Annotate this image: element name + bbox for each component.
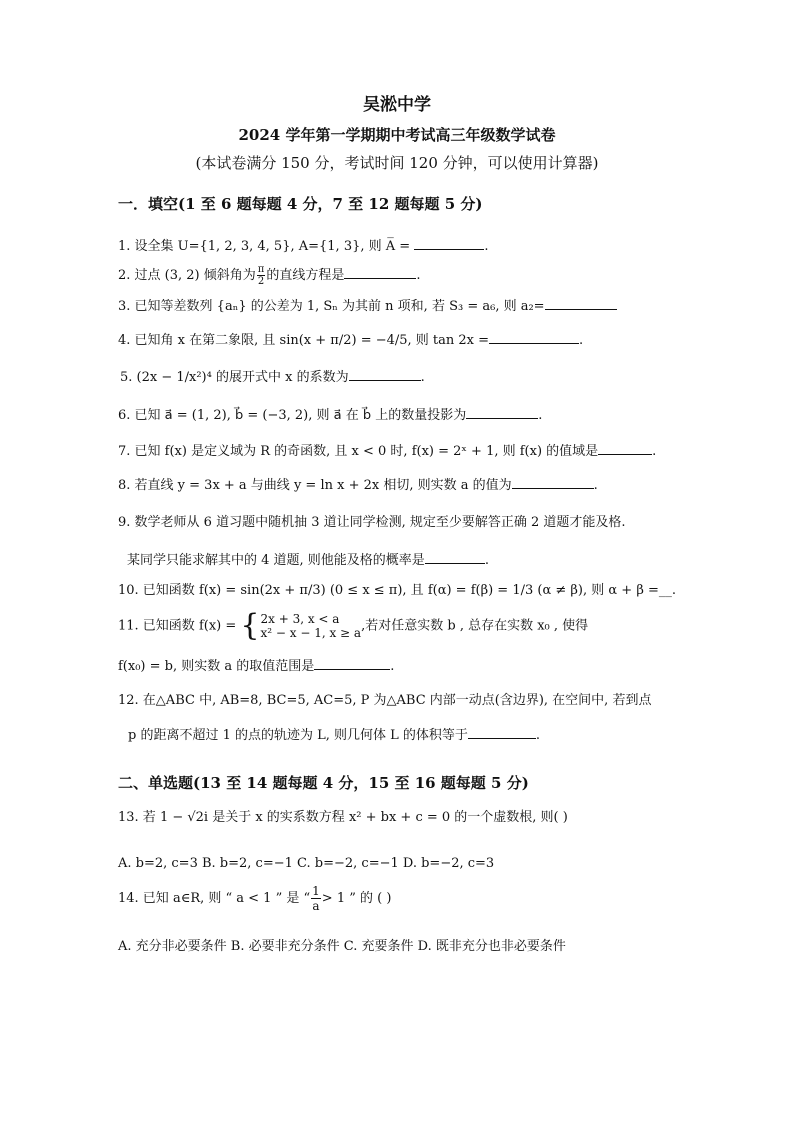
fraction: $\frac{\pi}{2}$	[257, 264, 265, 287]
question-13: 13. 若 1 − √2i 是关于 x 的实系数方程 x² + bx + c = 0 的一个虚数根, 则( )	[118, 810, 568, 825]
question-6-text: 6. 已知 a⃗ = (1, 2), b⃗ = (−3, 2), 则 a⃗ 在 b⃗ 上的数量投影为	[118, 408, 467, 423]
answer-blank	[314, 655, 390, 670]
question-3-text: 3. 已知等差数列 {aₙ} 的公差为 1, Sₙ 为其前 n 项和, 若 S₃ = a₆, 则 a₂=	[118, 299, 545, 314]
question-7: 7. 已知 f(x) 是定义域为 R 的奇函数, 且 x < 0 时, f(x) = 2ˣ + 1, 则 f(x) 的值域是 .	[118, 440, 656, 461]
question-2-post: 的直线方程是	[266, 268, 345, 283]
question-12-line-1: 12. 在△ABC 中, AB=8, BC=5, AC=5, P 为△ABC 内部一动点(含边界), 在空间中, 若到点	[118, 693, 652, 708]
exam-note: (本试卷满分 150 分，考试时间 120 分钟，可以使用计算器)	[195, 154, 599, 172]
answer-blank	[468, 724, 536, 739]
question-2: 2. 过点 (3, 2) 倾斜角为 $\frac{\pi}{2}$ 的直线方程是 .	[118, 264, 421, 287]
question-14-pre: 14. 已知 a∈R, 则 “ a < 1 ” 是 “	[118, 891, 311, 906]
answer-blank	[545, 295, 617, 310]
answer-blank	[489, 329, 579, 344]
question-10: 10. 已知函数 f(x) = sin(2x + π/3) (0 ≤ x ≤ π), 且 f(α) = f(β) = 1/3 (α ≠ β), 则 α + β =__.	[118, 583, 676, 598]
question-11-line-2: f(x₀) = b, 则实数 a 的取值范围是 .	[118, 655, 394, 676]
question-4: 4. 已知角 x 在第二象限, 且 sin(x + π/2) = −4/5, 则 tan 2x = .	[118, 329, 583, 350]
question-7-text: 7. 已知 f(x) 是定义域为 R 的奇函数, 且 x < 0 时, f(x) = 2ˣ + 1, 则 f(x) 的值域是	[118, 444, 599, 459]
question-12-line-2: p 的距离不超过 1 的点的轨迹为 L, 则几何体 L 的体积等于 .	[128, 724, 540, 745]
question-13-options: A. b=2, c=3 B. b=2, c=−1 C. b=−2, c=−1 D. b=−2, c=3	[118, 856, 495, 871]
question-5: 5. (2x − 1/x²)⁴ 的展开式中 x 的系数为 .	[120, 366, 425, 387]
question-9-line-2: 某同学只能求解其中的 4 道题, 则他能及格的概率是 .	[127, 549, 489, 570]
answer-blank	[466, 404, 538, 419]
fraction: $\frac{1}{a}$	[312, 884, 320, 913]
question-6: 6. 已知 a⃗ = (1, 2), b⃗ = (−3, 2), 则 a⃗ 在 b⃗ 上的数量投影为 .	[118, 404, 542, 425]
question-14-options: A. 充分非必要条件 B. 必要非充分条件 C. 充要条件 D. 既非充分也非必要条件	[118, 939, 566, 954]
answer-blank	[414, 235, 484, 250]
question-11-pre: 11. 已知函数 f(x) =	[118, 618, 237, 634]
question-5-text: 5. (2x − 1/x²)⁴ 的展开式中 x 的系数为	[120, 370, 349, 385]
question-14	[118, 884, 391, 913]
question-11-post: ,若对任意实数 b , 总存在实数 x₀ , 使得	[361, 618, 589, 634]
question-8: 8. 若直线 y = 3x + a 与曲线 y = ln x + 2x 相切, 则实数 a 的值为 .	[118, 474, 598, 495]
question-14-post: > 1 ” 的 ( )	[321, 891, 392, 906]
case-1: 2x + 3, x < a	[260, 612, 340, 626]
answer-blank	[349, 366, 421, 381]
question-1: 1. 设全集 U={1, 2, 3, 4, 5}, A={1, 3}, 则 A̅ = .	[118, 235, 488, 256]
answer-blank	[512, 474, 594, 489]
question-11-text: f(x₀) = b, 则实数 a 的取值范围是	[118, 659, 315, 674]
answer-blank	[425, 549, 485, 564]
question-2-pre: 2. 过点 (3, 2) 倾斜角为	[118, 268, 256, 283]
school-title: 吴淞中学	[363, 95, 431, 115]
piecewise-cases	[261, 612, 362, 640]
exam-title: 2024 学年第一学期期中考试高三年级数学试卷	[238, 126, 556, 144]
section-heading-single-choice: 二、单选题(13 至 14 题每题 4 分，15 至 16 题每题 5 分)	[118, 774, 529, 792]
answer-blank	[344, 264, 416, 279]
question-3	[118, 295, 617, 316]
case-2: x² − x − 1, x ≥ a	[260, 626, 362, 640]
question-12-text: p 的距离不超过 1 的点的轨迹为 L, 则几何体 L 的体积等于	[128, 728, 468, 743]
question-9-text: 某同学只能求解其中的 4 道题, 则他能及格的概率是	[127, 553, 425, 568]
question-8-text: 8. 若直线 y = 3x + a 与曲线 y = ln x + 2x 相切, 则实数 a 的值为	[118, 478, 512, 493]
question-1-text: 1. 设全集 U={1, 2, 3, 4, 5}, A={1, 3}, 则 A̅ =	[118, 239, 415, 254]
question-11	[118, 608, 589, 643]
piecewise-brace: {	[240, 608, 260, 643]
question-9-line-1: 9. 数学老师从 6 道习题中随机抽 3 道让同学检测, 规定至少要解答正确 2 道题才能及格.	[118, 515, 626, 530]
question-4-text: 4. 已知角 x 在第二象限, 且 sin(x + π/2) = −4/5, 则 tan 2x =	[118, 333, 490, 348]
section-heading-fill-in: 一．填空(1 至 6 题每题 4 分，7 至 12 题每题 5 分)	[118, 195, 483, 213]
answer-blank	[598, 440, 652, 455]
